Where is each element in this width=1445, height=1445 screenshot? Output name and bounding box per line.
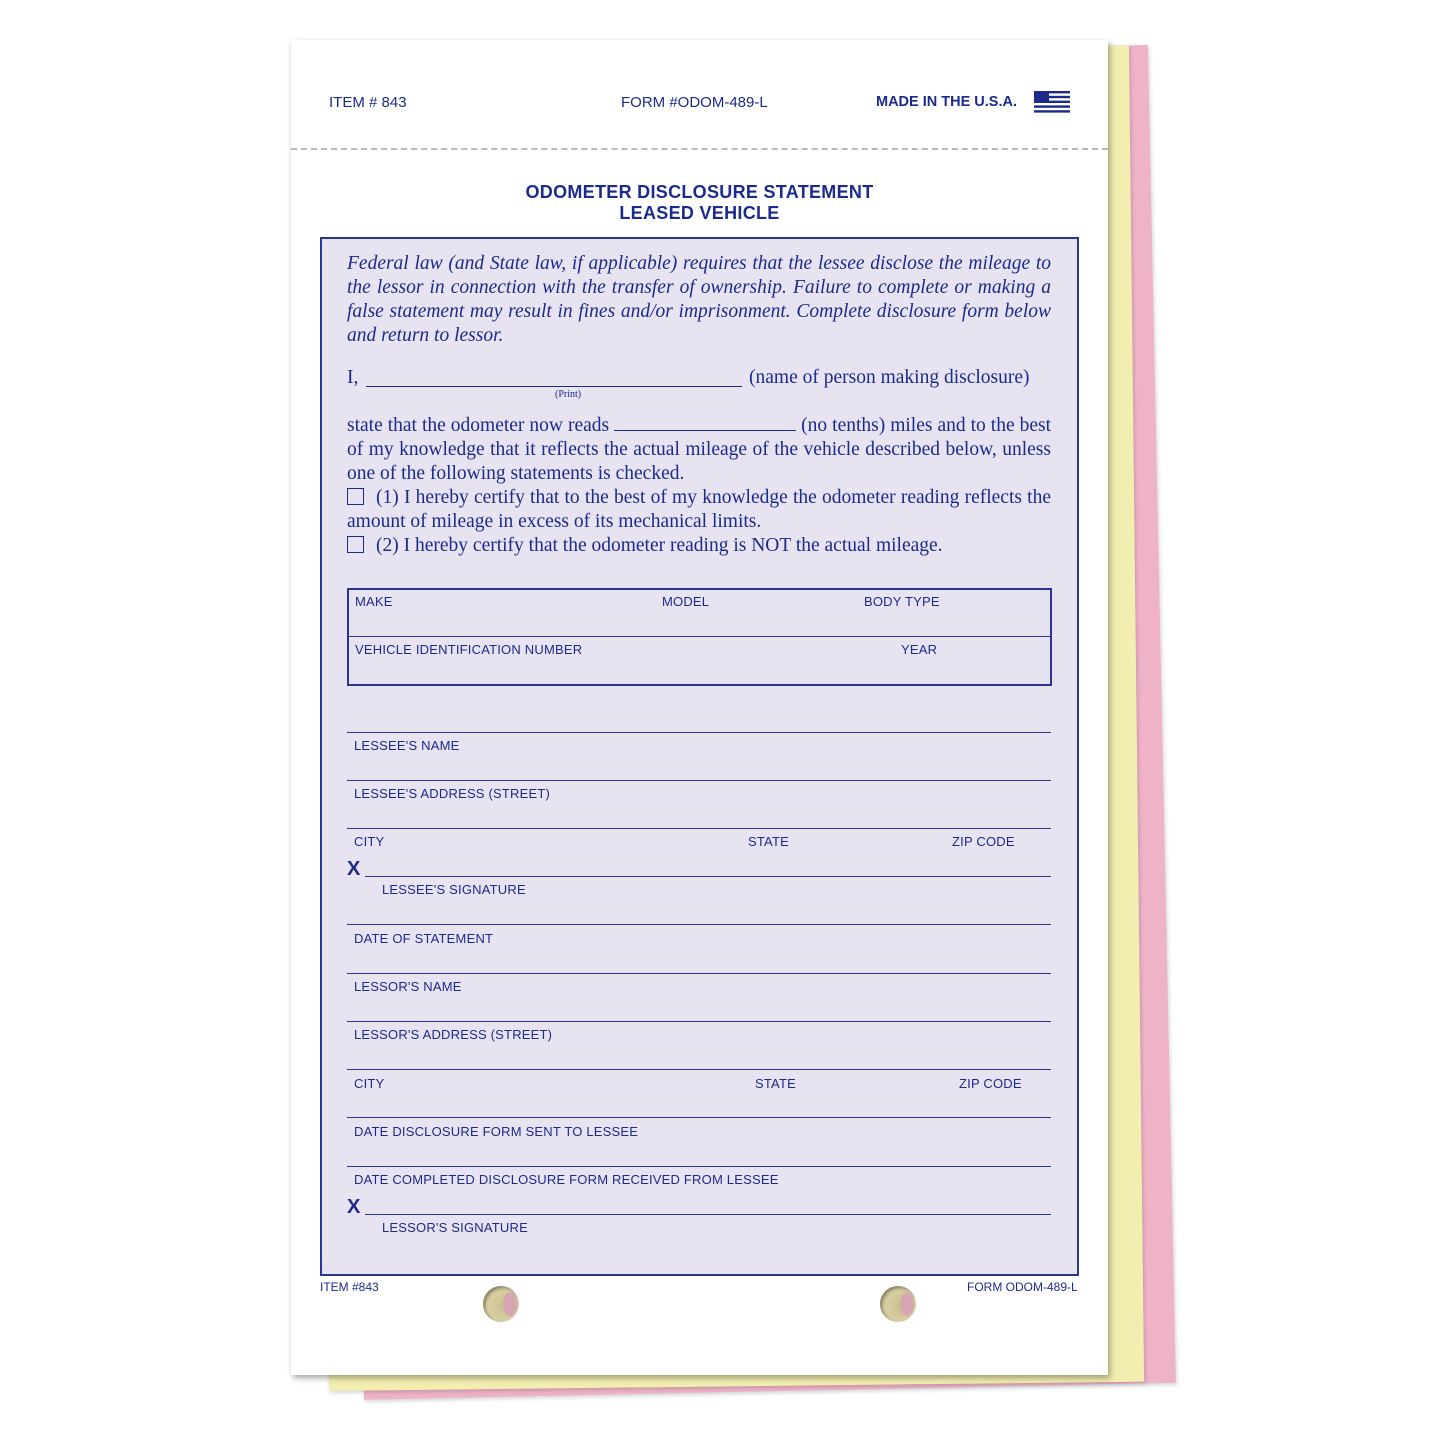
odometer-statement-pre: state that the odometer now reads: [347, 415, 610, 436]
lessee-signature-x: X: [347, 858, 361, 880]
lessee-signature-field[interactable]: [365, 876, 1051, 877]
footer-form-number: FORM ODOM-489-L: [967, 1280, 1078, 1294]
vehicle-vin-label: VEHICLE IDENTIFICATION NUMBER: [355, 642, 583, 657]
certify-option-2-checkbox[interactable]: [347, 536, 364, 553]
stub-form-number: FORM #ODOM-489-L: [621, 94, 768, 111]
lessor-signature-x: X: [347, 1196, 361, 1218]
declarant-prefix: I,: [347, 367, 359, 388]
vehicle-year-label: YEAR: [901, 642, 938, 657]
lessor-address-field[interactable]: [347, 1021, 1051, 1022]
certify-option-2: [347, 534, 1051, 558]
intro-text: Federal law (and State law, if applicable) requires that the lessee disclose the mileage to the lessor in connection with the transfer of ownership. Failure to complete or making a false statement may result in fines and/or imprisonment.: [347, 253, 1051, 322]
lessee-name-field[interactable]: [347, 732, 1051, 733]
lessee-name-label: LESSEE'S NAME: [354, 738, 460, 753]
lessor-zip-label: ZIP CODE: [959, 1076, 1022, 1091]
declarant-name-field[interactable]: [366, 386, 742, 387]
lessor-city-state-zip-field[interactable]: [347, 1069, 1051, 1070]
binding-hole-right: [880, 1286, 916, 1322]
stub-item-number: ITEM # 843: [329, 94, 407, 111]
intro-instruction: Complete disclosure form below and return to lessor.: [347, 301, 1052, 346]
date-of-statement-label: DATE OF STATEMENT: [354, 931, 494, 946]
vehicle-body-type-label: BODY TYPE: [864, 594, 940, 609]
lessee-address-field[interactable]: [347, 780, 1051, 781]
date-received-label: DATE COMPLETED DISCLOSURE FORM RECEIVED FROM LESSEE: [354, 1172, 779, 1187]
lessor-city-label: CITY: [354, 1076, 385, 1091]
lessor-signature-label: LESSOR'S SIGNATURE: [382, 1220, 528, 1235]
declarant-name-hint: (name of person making disclosure): [749, 367, 1030, 388]
certify-option-2-text: (2) I hereby certify that the odometer reading is NOT the actual mileage.: [376, 535, 943, 556]
lessor-name-field[interactable]: [347, 973, 1051, 974]
certify-option-1-text: (1) I hereby certify that to the best of my knowledge the odometer reading reflects the amount of mileage in excess of its mechanical limits.: [347, 487, 1051, 532]
form-title: ODOMETER DISCLOSURE STATEMENT: [525, 182, 874, 202]
vehicle-info-divider: [349, 636, 1050, 637]
certify-option-1-checkbox[interactable]: [347, 488, 364, 505]
lessor-name-label: LESSOR'S NAME: [354, 979, 462, 994]
vehicle-model-label: MODEL: [662, 594, 710, 609]
form-subtitle: LEASED VEHICLE: [619, 203, 780, 223]
lessor-state-label: STATE: [755, 1076, 796, 1091]
lessee-state-label: STATE: [748, 834, 789, 849]
odometer-statement: [347, 414, 1051, 486]
certify-option-1: [347, 486, 1051, 534]
form-panel: [320, 237, 1079, 1276]
date-sent-field[interactable]: [347, 1117, 1051, 1118]
date-received-field[interactable]: [347, 1166, 1051, 1167]
lessee-address-label: LESSEE'S ADDRESS (STREET): [354, 786, 551, 801]
made-in-usa-label: MADE IN THE U.S.A.: [876, 94, 1017, 110]
odometer-statement-post: (no tenths) miles and to the best of my knowledge that it reflects the actual mileage of the vehicle described below, unless one of the following statements is checked.: [347, 415, 1052, 484]
lessee-city-state-zip-field[interactable]: [347, 828, 1051, 829]
date-of-statement-field[interactable]: [347, 924, 1051, 925]
us-flag-icon: [1034, 91, 1070, 115]
footer-item-number: ITEM #843: [320, 1280, 379, 1294]
odometer-miles-field[interactable]: [614, 414, 796, 431]
date-sent-label: DATE DISCLOSURE FORM SENT TO LESSEE: [354, 1124, 639, 1139]
intro-paragraph: [347, 252, 1051, 348]
lessor-signature-field[interactable]: [365, 1214, 1051, 1215]
lessee-city-label: CITY: [354, 834, 385, 849]
vehicle-make-label: MAKE: [355, 594, 393, 609]
lessor-address-label: LESSOR'S ADDRESS (STREET): [354, 1027, 553, 1042]
binding-hole-left: [483, 1286, 519, 1322]
perforation-line: [291, 148, 1108, 150]
lessee-signature-label: LESSEE'S SIGNATURE: [382, 882, 526, 897]
print-label: (Print): [555, 389, 582, 400]
lessee-zip-label: ZIP CODE: [952, 834, 1015, 849]
